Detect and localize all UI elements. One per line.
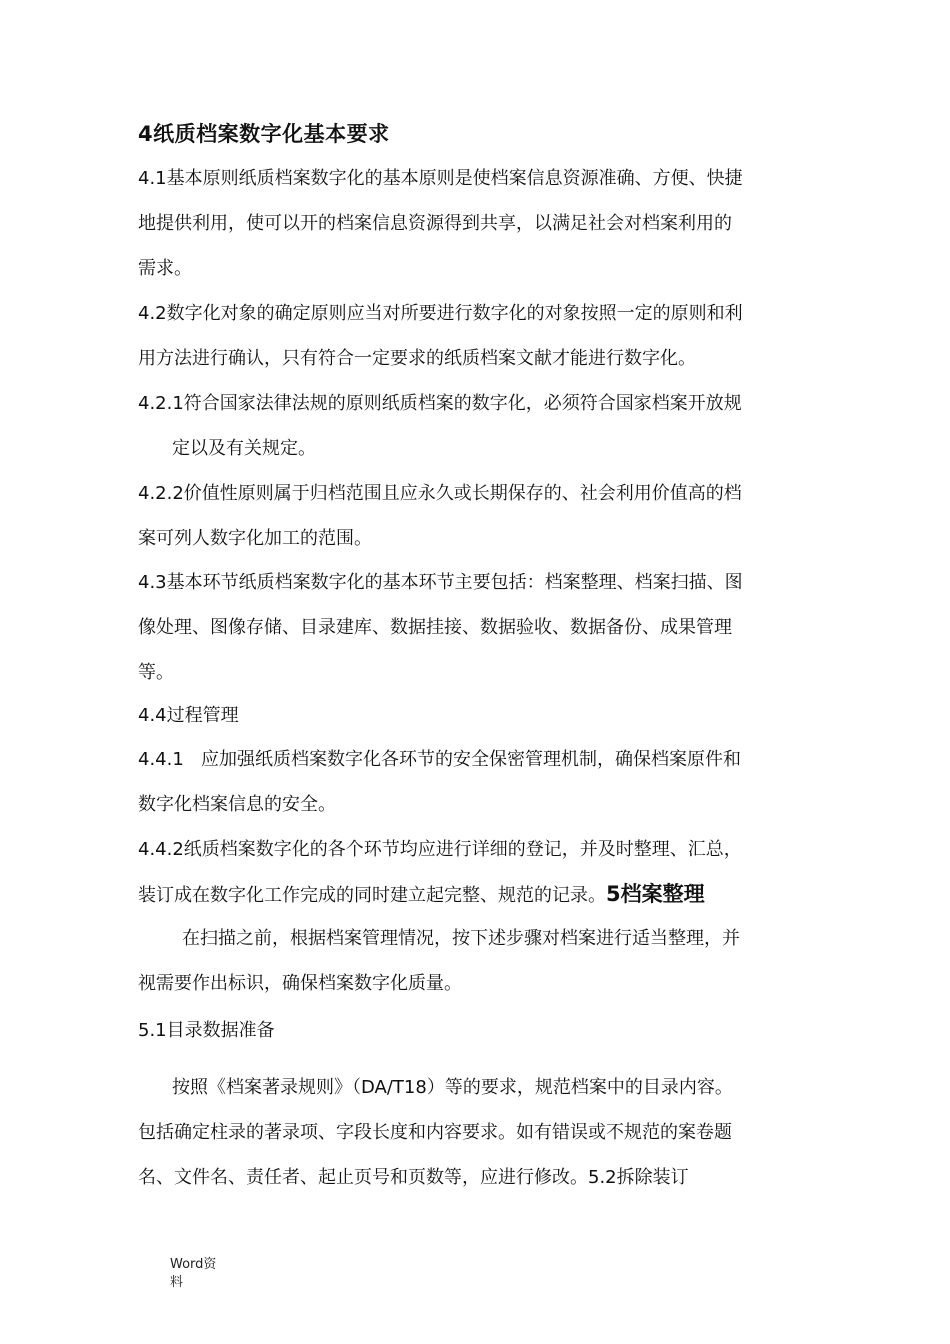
text-line: 案可列人数字化加工的范围。 [138, 528, 372, 549]
text-line: 按照《档案著录规则》（DA/T18）等的要求，规范档案中的目录内容。 [172, 1077, 733, 1098]
paragraph-5-1-body [138, 1065, 828, 1200]
paragraph-4-4 [138, 693, 828, 738]
text-line: 5.1目录数据准备 [138, 1020, 275, 1041]
text-line: 4.3基本环节纸质档案数字化的基本环节主要包括：档案整理、档案扫描、图 [138, 572, 743, 593]
text-line: 用方法进行确认，只有符合一定要求的纸质档案文献才能进行数字化。 [138, 348, 696, 369]
section-5-heading: 5档案整理 [606, 882, 705, 906]
text-line: 视需要作出标识，确保档案数字化质量。 [138, 973, 462, 994]
text-line-with-heading [138, 872, 828, 917]
text-line: 像处理、图像存储、目录建库、数据挂接、数据验收、数据备份、成果管理 [138, 617, 732, 638]
paragraph-4-3 [138, 560, 828, 695]
text-line: 地提供利用，使可以开的档案信息资源得到共享，以满足社会对档案利用的 [138, 213, 732, 234]
text-line: 包括确定柱录的著录项、字段长度和内容要求。如有错误或不规范的案卷题 [138, 1122, 732, 1143]
text-line: 在扫描之前，根据档案管理情况，按下述步骤对档案进行适当整理，并 [182, 928, 740, 949]
footer-line: Word资 [170, 1257, 217, 1272]
text-run: 装订成在数字化工作完成的同时建立起完整、规范的记录。 [138, 885, 606, 906]
text-line: 需求。 [138, 258, 192, 279]
paragraph-4-2-1 [138, 381, 828, 471]
paragraph-4-2 [138, 291, 828, 381]
text-line: 等。 [138, 662, 174, 683]
paragraph-5-intro [138, 916, 828, 1006]
text-line: 4.4.2纸质档案数字化的各个环节均应进行详细的登记，并及时整理、汇总， [138, 839, 742, 860]
text-line: 定以及有关规定。 [172, 438, 316, 459]
text-line: 4.2.2价值性原则属于归档范围且应永久或长期保存的、社会利用价值高的档 [138, 483, 742, 504]
paragraph-4-2-2 [138, 471, 828, 561]
paragraph-4-4-2 [138, 827, 828, 917]
page-footer [170, 1256, 216, 1292]
paragraph-4-1 [138, 156, 828, 291]
footer-line: 料 [170, 1275, 184, 1290]
text-line: 名、文件名、责任者、起止页号和页数等，应进行修改。5.2拆除装订 [138, 1167, 689, 1188]
text-line: 4.2数字化对象的确定原则应当对所要进行数字化的对象按照一定的原则和利 [138, 303, 743, 324]
text-line: 4.1基本原则纸质档案数字化的基本原则是使档案信息资源准确、方便、快捷 [138, 168, 743, 189]
text-line: 数字化档案信息的安全。 [138, 794, 336, 815]
text-line: 4.4.1 应加强纸质档案数字化各环节的安全保密管理机制，确保档案原件和 [138, 749, 741, 770]
text-line: 4.2.1符合国家法律法规的原则纸质档案的数字化，必须符合国家档案开放规 [138, 393, 742, 414]
text-line: 4.4过程管理 [138, 705, 239, 726]
section-4-heading: 4纸质档案数字化基本要求 [138, 122, 390, 146]
paragraph-4-4-1 [138, 737, 828, 827]
paragraph-5-1 [138, 1008, 828, 1053]
